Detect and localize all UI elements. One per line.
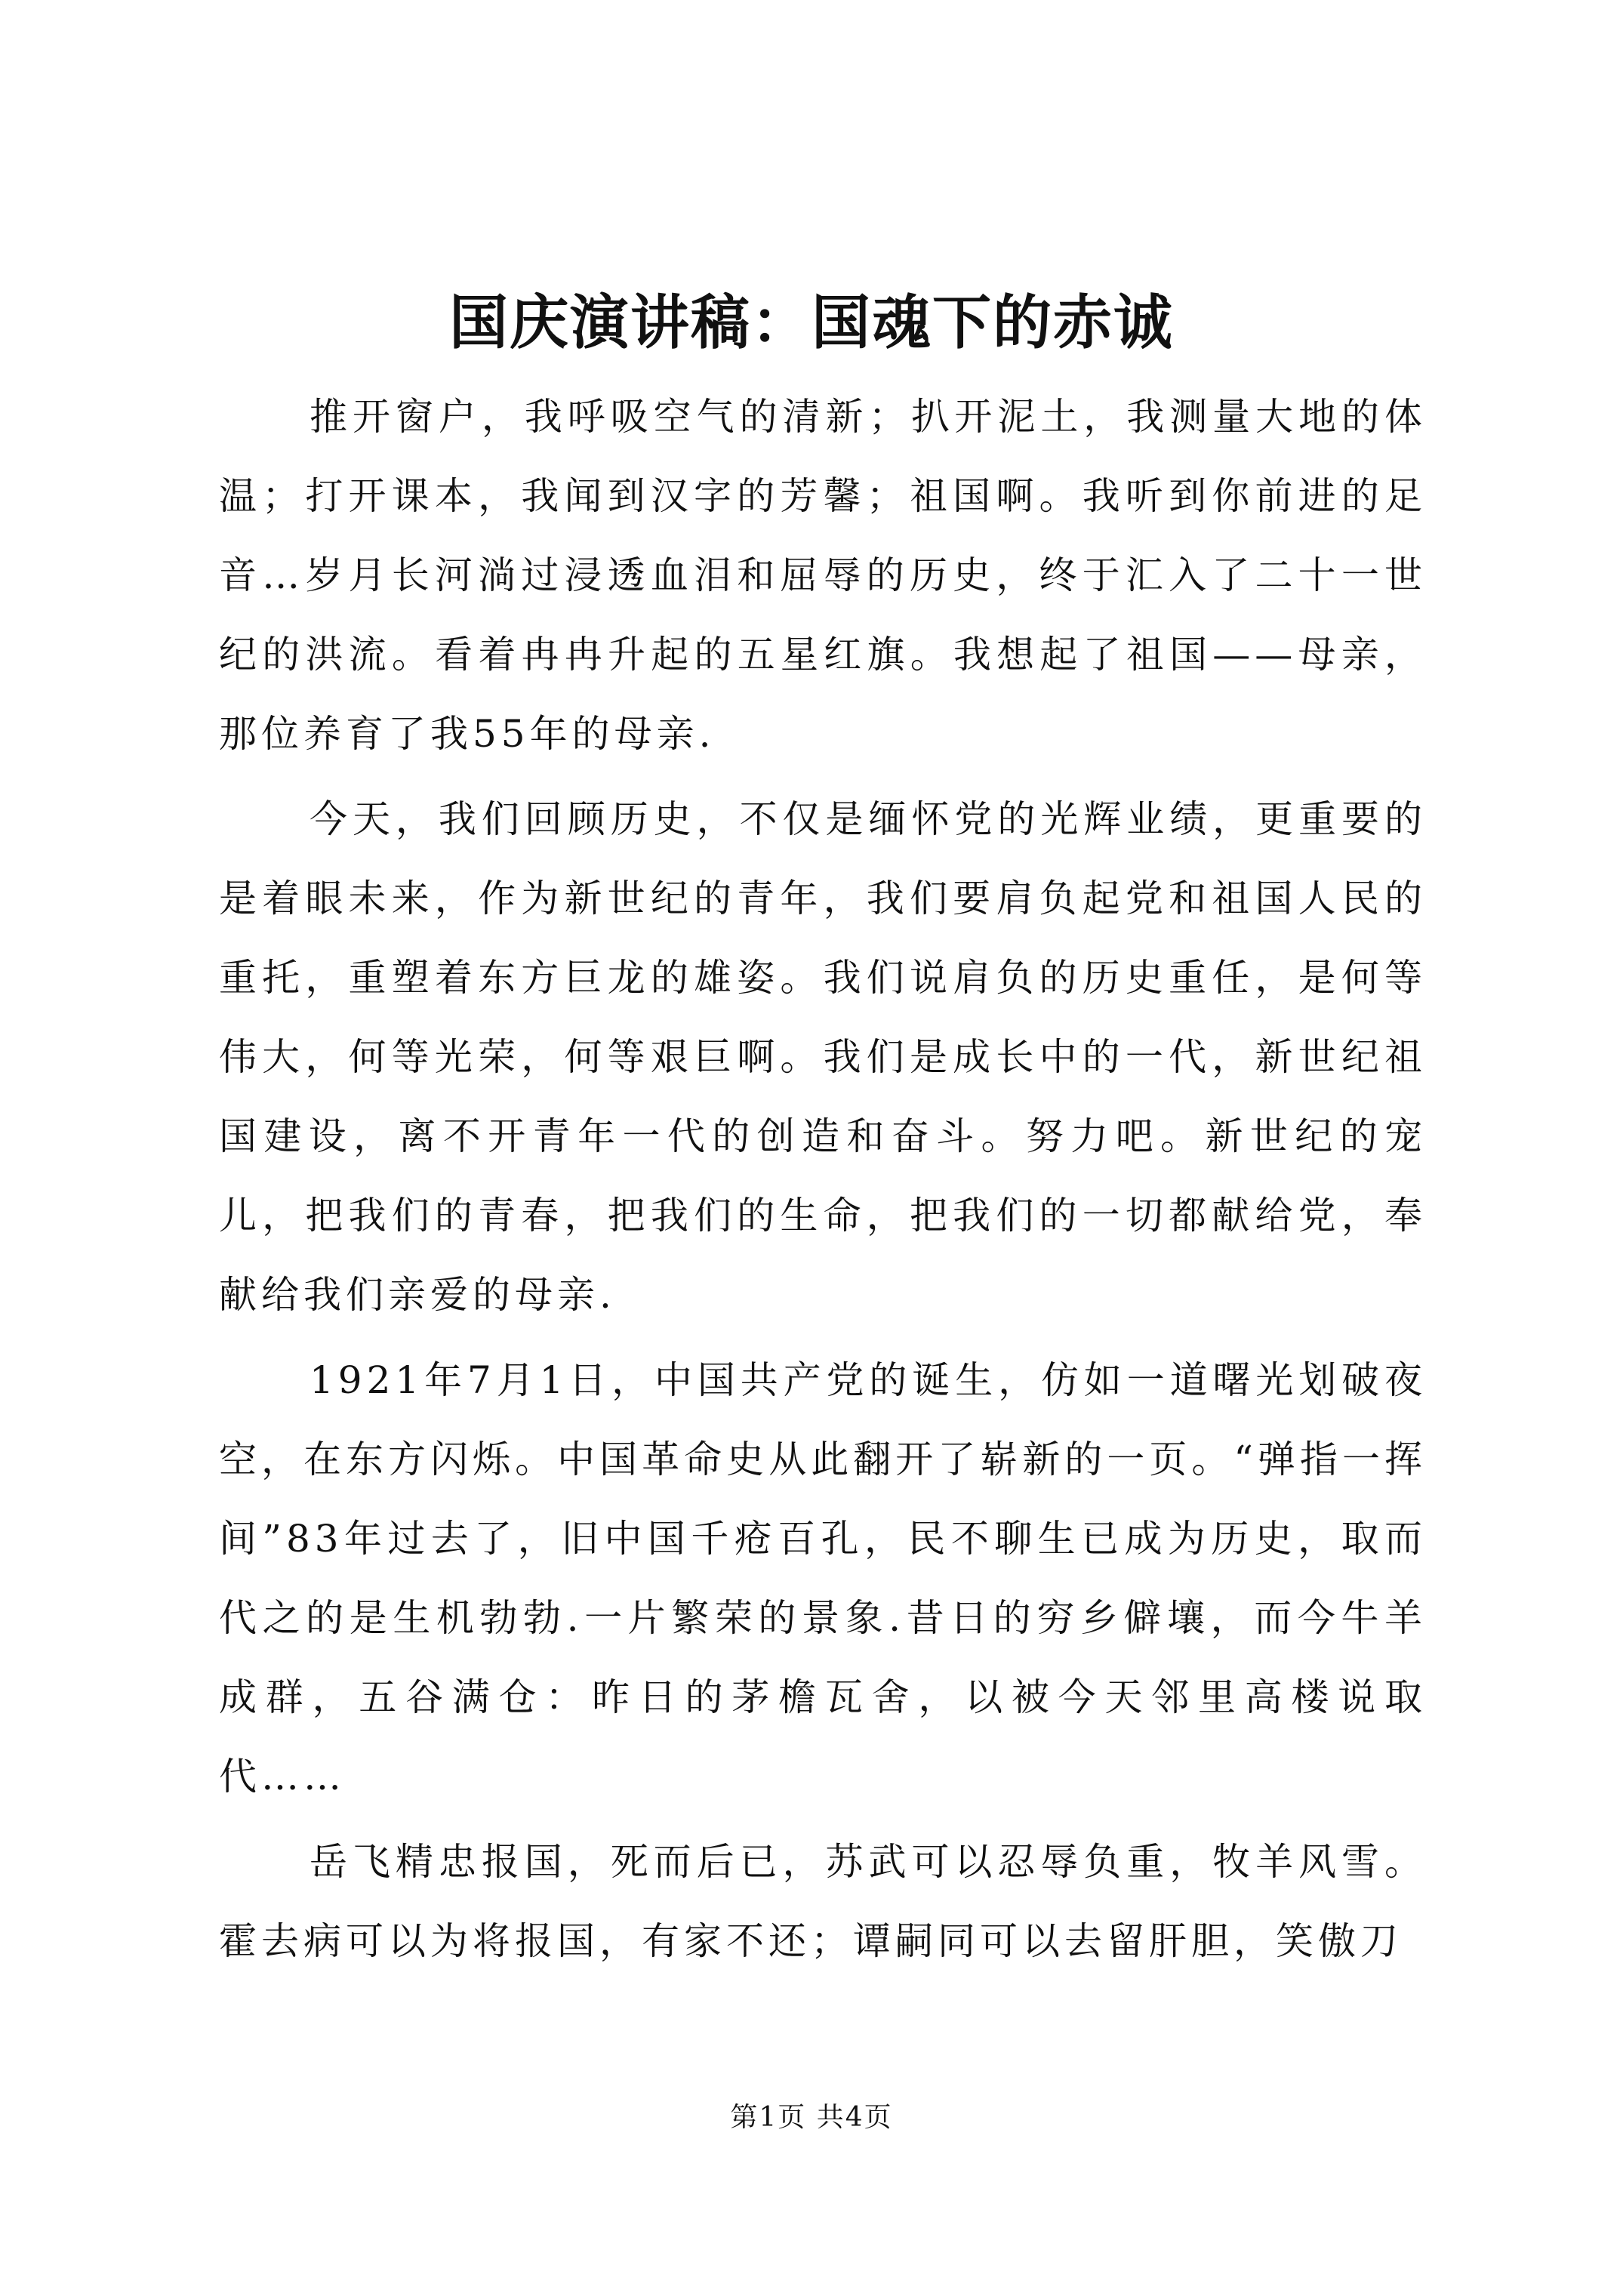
paragraph-1: 推开窗户，我呼吸空气的清新；扒开泥土，我测量大地的体温；打开课本，我闻到汉字的芳馨；祖国啊。我听到你前进的足音…岁月长河淌过浸透血泪和屈辱的历史，终于汇入了二十一世纪的洪流。看着冉冉升起的五星红旗。我想起了祖国——母亲，那位养育了我55年的母亲. [219,395,1427,756]
paragraph-4: 岳飞精忠报国，死而后已，苏武可以忍辱负重，牧羊风雪。霍去病可以为将报国，有家不还；谭嗣同可以去留肝胆，笑傲刀 [219,1840,1427,1963]
paragraph-3: 1921年7月1日，中国共产党的诞生，仿如一道曙光划破夜空，在东方闪烁。中国革命史从此翻开了崭新的一页。“弹指一挥间”83年过去了，旧中国千疮百孔，民不聊生已成为历史，取而代之的是生机勃勃.一片繁荣的景象.昔日的穷乡僻壤，而今牛羊成群，五谷满仓：昨日的茅檐瓦舍，以被今天邻里高楼说取代…… [219,1358,1427,1798]
body-text [219,378,1427,1987]
paragraph-2: 今天，我们回顾历史，不仅是缅怀党的光辉业绩，更重要的是着眼未来，作为新世纪的青年，我们要肩负起党和祖国人民的重托，重塑着东方巨龙的雄姿。我们说肩负的历史重任，是何等伟大，何等光荣，何等艰巨啊。我们是成长中的一代，新世纪祖国建设，离不开青年一代的创造和奋斗。努力吧。新世纪的宠儿，把我们的青春，把我们的生命，把我们的一切都献给党，奉献给我们亲爱的母亲. [219,797,1427,1317]
page-footer: 第1页 共4页 [730,2102,893,2133]
page-title: 国庆演讲稿：国魂下的赤诚 [448,288,1174,357]
